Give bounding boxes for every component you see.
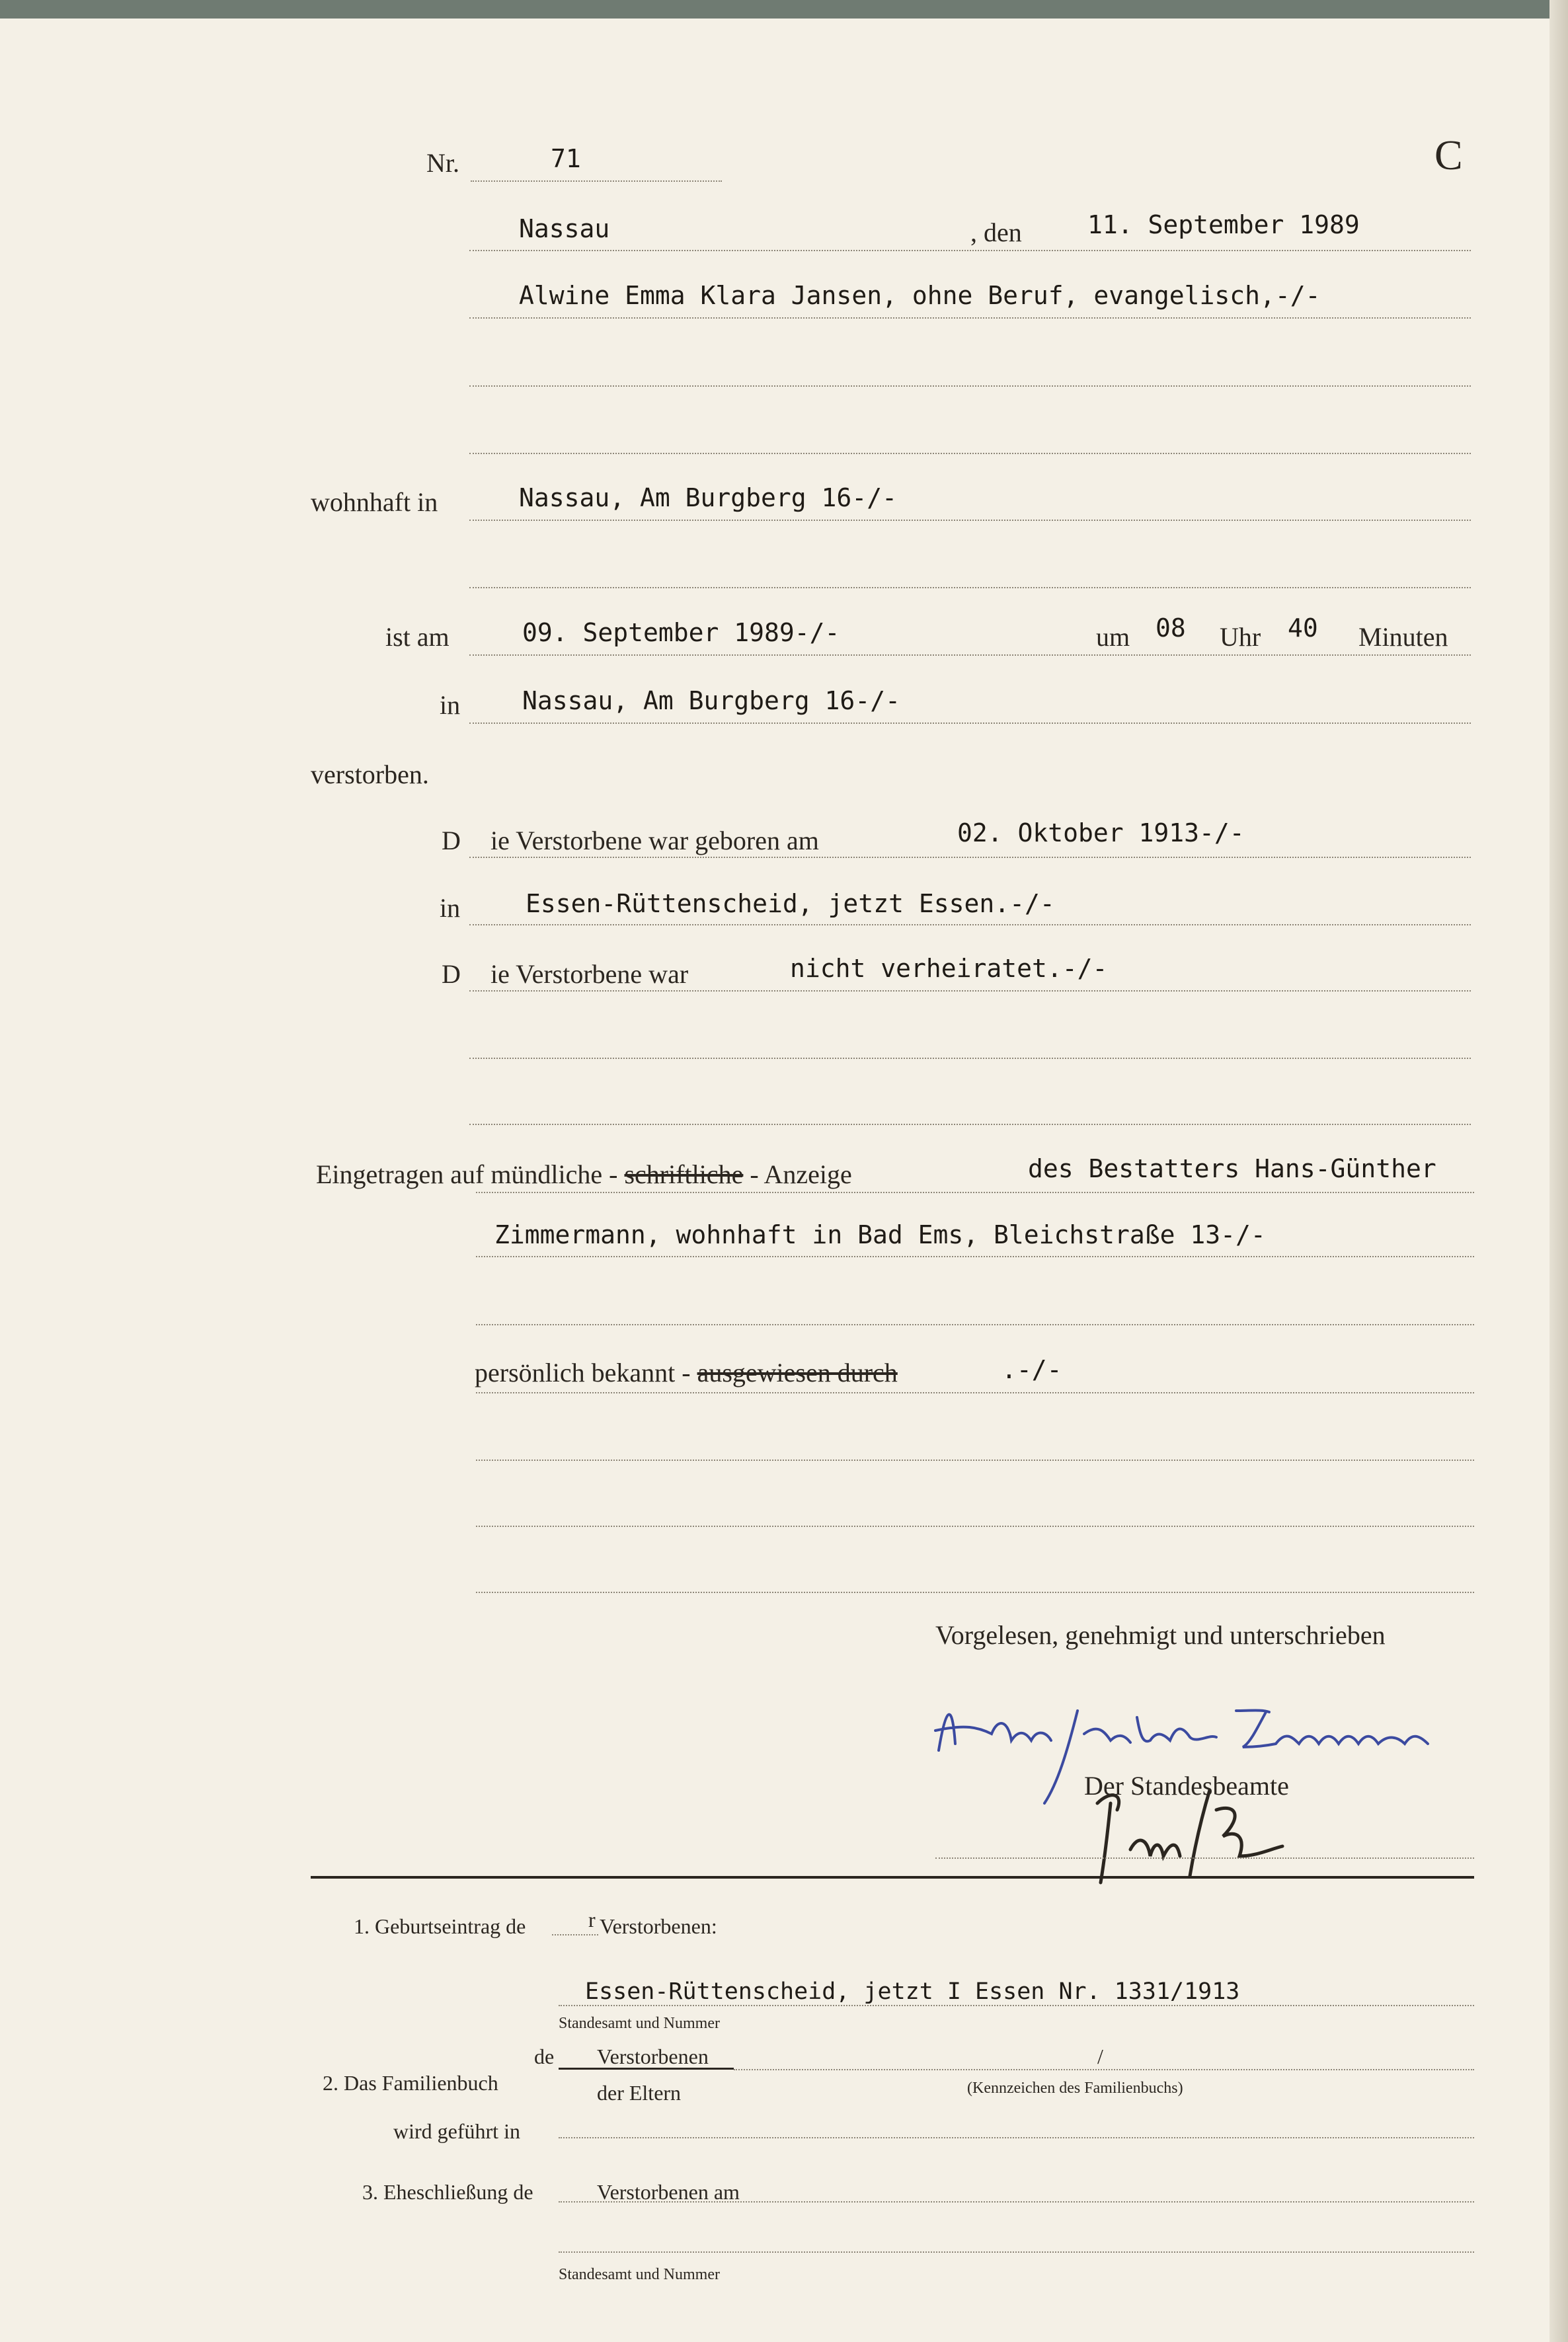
standesamt-label-2: Standesamt und Nummer: [559, 2266, 720, 2283]
death-hour: 08: [1156, 613, 1186, 643]
gefuehrt-line: [559, 2137, 1474, 2138]
person-line-3: [469, 453, 1471, 454]
registration-line-3: [476, 1324, 1474, 1325]
official-title: Der Standesbeamte: [1084, 1771, 1289, 1801]
wohnhaft-label: wohnhaft in: [311, 487, 438, 517]
registration-struck: schriftliche: [624, 1159, 744, 1189]
entry-number: 71: [551, 144, 581, 173]
item3-tail: Verstorbenen am: [597, 2180, 740, 2204]
ist-am-label: ist am: [385, 622, 450, 652]
birth-text: ie Verstorbene war geboren am: [490, 826, 819, 855]
marital-line: [469, 990, 1471, 992]
identity-line-2: [476, 1460, 1474, 1461]
informant-line-2: Zimmermann, wohnhaft in Bad Ems, Bleichstraße 13-/-: [494, 1220, 1266, 1249]
registration-line-2: [476, 1256, 1474, 1257]
item1-value-line: [559, 2005, 1474, 2006]
um-label: um: [1096, 622, 1130, 652]
residence-line-2: [469, 587, 1471, 588]
person-line-2: [469, 385, 1471, 387]
closing-text: Vorgelesen, genehmigt und unterschrieben: [935, 1620, 1386, 1650]
person-line-1: [469, 317, 1471, 319]
death-date-line: [469, 654, 1471, 656]
death-place: Nassau, Am Burgberg 16-/-: [522, 686, 900, 715]
item3-line-2: [559, 2251, 1474, 2253]
item2-eltern: der Eltern: [597, 2081, 682, 2105]
gefuehrt-label: wird geführt in: [393, 2119, 520, 2143]
identity-line: [475, 1357, 898, 1388]
marital-d-label: D: [442, 959, 461, 989]
informant-line-1: des Bestatters Hans-Günther: [1028, 1154, 1436, 1183]
birth-entry-value: Essen-Rüttenscheid, jetzt I Essen Nr. 1331/1913: [585, 1978, 1240, 2005]
identity-prefix: persönlich bekannt -: [475, 1358, 691, 1387]
identity-struck: ausgewiesen durch: [697, 1358, 898, 1387]
birth-place: Essen-Rüttenscheid, jetzt Essen.-/-: [526, 889, 1055, 918]
identity-suffix: .-/-: [1001, 1355, 1062, 1384]
identity-line-4: [476, 1592, 1474, 1593]
place-of-registration: Nassau: [519, 214, 610, 243]
registration-prefix-text: Eingetragen auf mündliche -: [316, 1159, 618, 1189]
marital-status: nicht verheiratet.-/-: [790, 954, 1108, 983]
kennzeichen-label: (Kennzeichen des Familienbuchs): [967, 2080, 1183, 2097]
item3-label: 3. Eheschließung de: [362, 2180, 533, 2204]
nr-line: [471, 180, 722, 182]
item1-tail: Verstorbenen:: [600, 1914, 717, 1938]
birth-date: 02. Oktober 1913-/-: [957, 818, 1245, 847]
deceased-name: Alwine Emma Klara Jansen, ohne Beruf, evangelisch,-/-: [519, 281, 1321, 310]
den-label: , den: [970, 217, 1022, 247]
registration-date: 11. September 1989: [1087, 210, 1360, 239]
identity-line-3: [476, 1526, 1474, 1527]
marital-line-2: [469, 1058, 1471, 1059]
birth-d-label: D: [442, 826, 461, 855]
registration-line-1: [476, 1192, 1474, 1193]
registration-suffix: - Anzeige: [750, 1159, 852, 1189]
death-date: 09. September 1989-/-: [522, 618, 840, 647]
identity-line-rule: [476, 1392, 1474, 1393]
item2-slash: /: [1097, 2045, 1103, 2068]
minuten-label: Minuten: [1358, 622, 1448, 652]
item2-de-label: de: [534, 2045, 555, 2068]
item1-label: 1. Geburtseintrag de: [354, 1914, 526, 1938]
verstorben-label: verstorben.: [311, 760, 429, 789]
date-line: [469, 250, 1471, 251]
corner-letter: C: [1434, 132, 1463, 178]
top-binding-band: [0, 0, 1568, 19]
residence-value: Nassau, Am Burgberg 16-/-: [519, 483, 897, 512]
standesamt-label-1: Standesamt und Nummer: [559, 2015, 720, 2032]
item2-line: [734, 2069, 1474, 2070]
page-right-edge: [1549, 0, 1568, 2342]
residence-line: [469, 520, 1471, 521]
death-minutes: 40: [1288, 613, 1318, 643]
item2-label: 2. Das Familienbuch: [323, 2071, 498, 2095]
marital-line-3: [469, 1124, 1471, 1125]
uhr-label: Uhr: [1220, 622, 1261, 652]
death-in-label: in: [440, 690, 461, 720]
birth-date-line: [469, 857, 1471, 858]
item1-de-line: [552, 1934, 598, 1935]
item2-underline: [559, 2068, 734, 2070]
birth-place-line: [469, 924, 1471, 925]
registration-prefix: [316, 1159, 852, 1190]
section-divider: [311, 1876, 1474, 1879]
marital-text: ie Verstorbene war: [490, 959, 689, 989]
item1-suffix: r: [588, 1908, 596, 1932]
birth-in-label: in: [440, 893, 461, 923]
register-page: [0, 19, 1549, 2342]
death-place-line: [469, 722, 1471, 724]
official-signature-line: [935, 1857, 1474, 1859]
nr-label: Nr.: [426, 148, 459, 178]
item3-line: [559, 2201, 1474, 2203]
item2-verstorbenen: Verstorbenen: [597, 2045, 709, 2068]
